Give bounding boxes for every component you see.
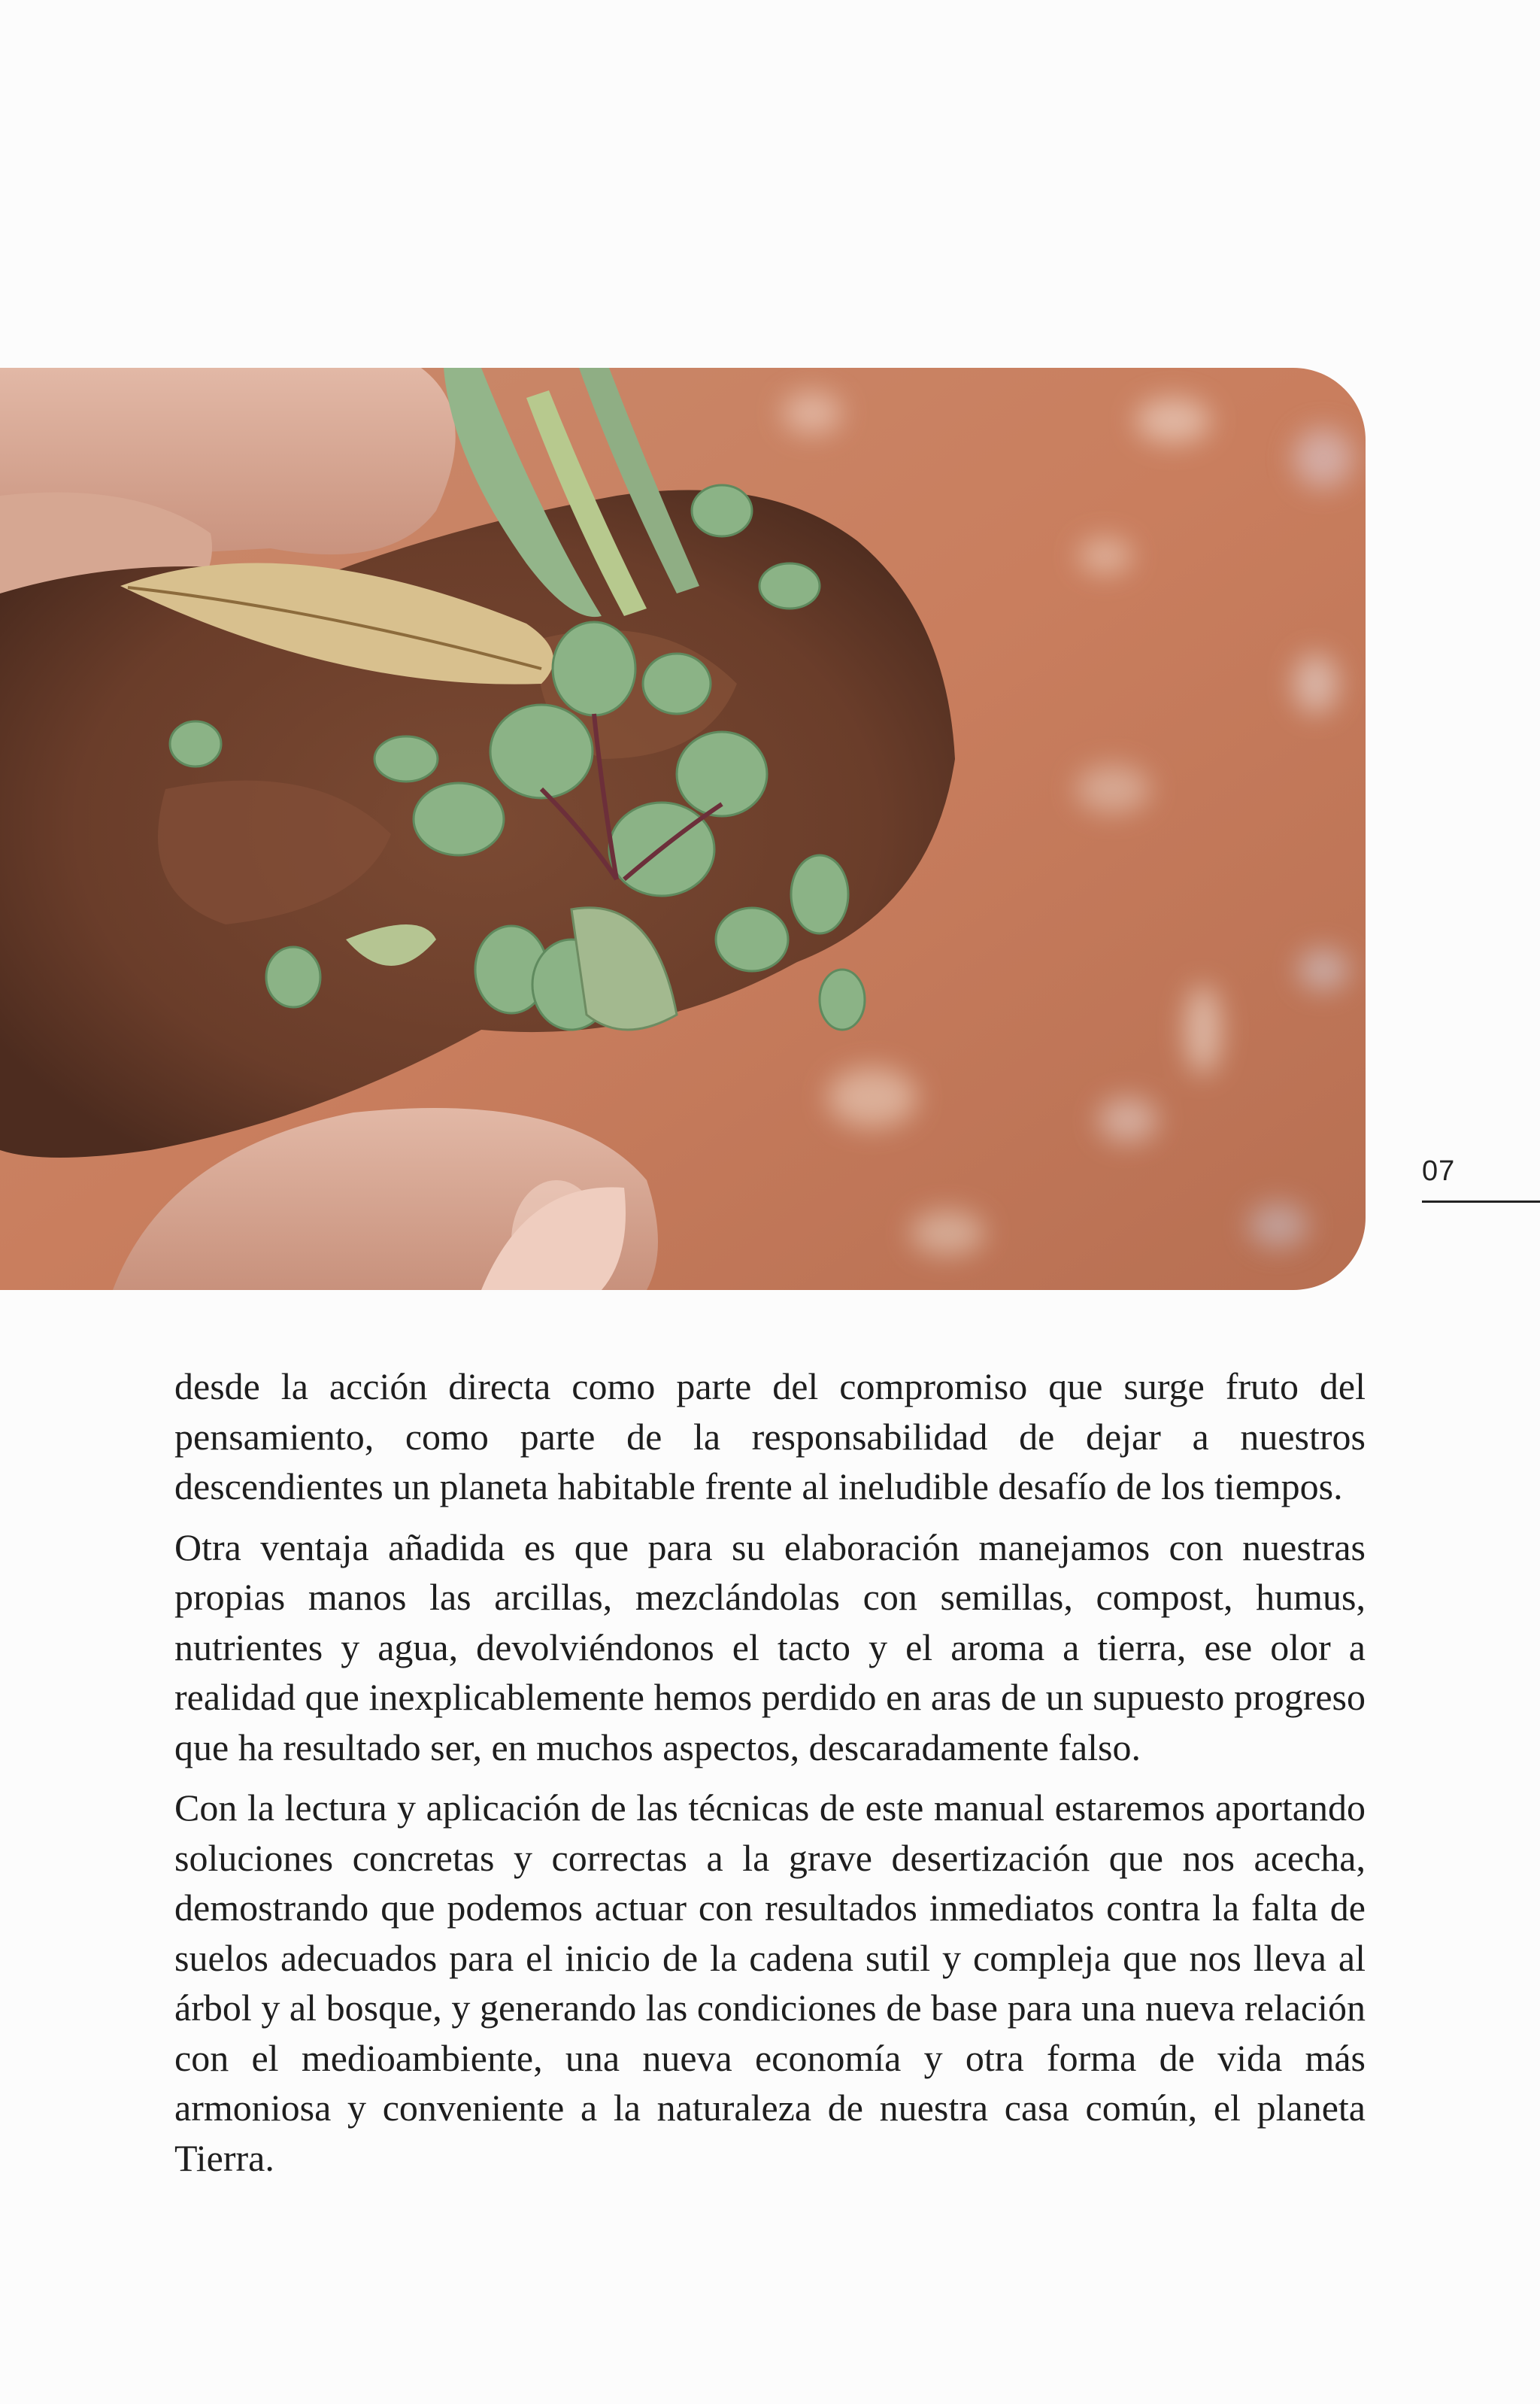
paragraph-2: Otra ventaja añadida es que para su elaboración manejamos con nuestras propias manos las arcillas, mezclándolas con semillas, compost, humus, nutrientes y agua, devolviéndonos el tacto y el aroma a tierra, ese olor a realidad que inexplicablemente hemos perdido en aras de un supuesto progreso que ha resultado ser, en muchos aspectos, descaradamente falso.: [174, 1525, 1366, 1768]
seedlings-in-soil-photo: [0, 368, 1366, 1290]
page-number: 07: [1422, 1155, 1456, 1187]
page-number-rule: [1422, 1200, 1540, 1203]
paragraph-3: Con la lectura y aplicación de las técnicas de este manual estaremos aportando soluciones concretas y correctas a la grave desertización que nos acecha, demostrando que podemos actuar con resultados inmediatos contra la falta de suelos adecuados para el inicio de la cadena sutil y compleja que nos lleva al árbol y al bosque, y generando las condiciones de base para una nueva relación con el medioambiente, una nueva economía y otra forma de vida más armoniosa y conveniente a la naturaleza de nuestra casa común, el planeta Tierra.: [174, 1786, 1366, 2179]
paragraph-1: desde la acción directa como parte del compromiso que surge fruto del pensamiento, como parte de la responsabilidad de dejar a nuestros descendientes un planeta habitable frente al ineludible desafío de los tiempos.: [174, 1365, 1366, 1507]
body-text: [174, 1361, 1366, 2193]
photo-illustration: [0, 368, 1366, 1290]
